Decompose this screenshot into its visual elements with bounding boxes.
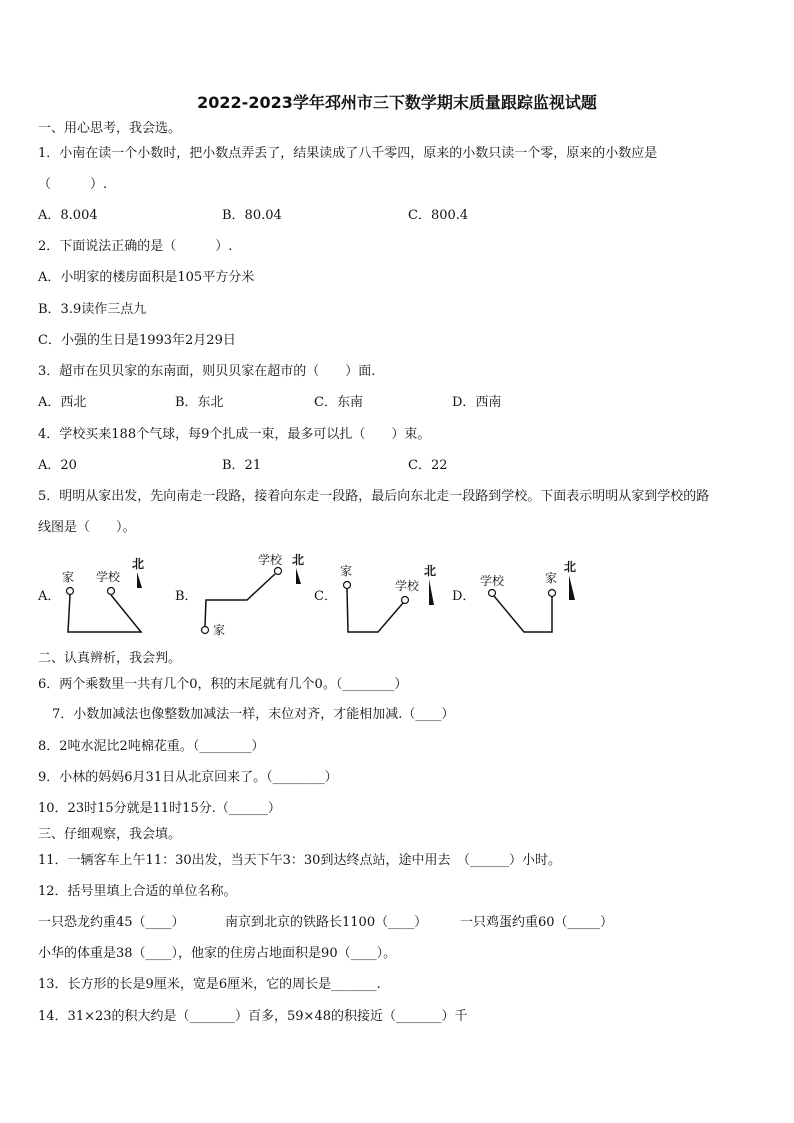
q2-option-a: A．小明家的楼房面积是105平方分米 <box>38 270 255 285</box>
question-3-stem: 3．超市在贝贝家的东南面，则贝贝家在超市的（ ）面. <box>38 364 376 379</box>
q3-option-c: C．东南 <box>314 395 363 410</box>
section-heading-1: 一、用心思考，我会选。 <box>38 121 182 136</box>
a-home-label: 家 <box>62 570 75 584</box>
q3-option-b: B．东北 <box>175 395 224 410</box>
q3-option-d: D．西南 <box>452 395 502 410</box>
q5-option-c: C． <box>314 589 337 604</box>
question-6: 6．两个乘数里一共有几个0，积的末尾就有几个0。（________） <box>38 677 408 692</box>
question-13: 13．长方形的长是9厘米，宽是6厘米，它的周长是_______. <box>38 977 381 992</box>
c-north-arrow-icon <box>429 579 434 605</box>
d-north-label: 北 <box>564 560 577 574</box>
route-diagrams <box>0 548 794 640</box>
q4-option-a: A．20 <box>38 458 77 473</box>
c-school-label: 学校 <box>395 579 420 593</box>
question-10: 10．23时15分就是11时15分.（______） <box>38 801 281 816</box>
q12-row-2: 小华的体重是38（____），他家的住房占地面积是90（____）。 <box>38 946 397 961</box>
c-north-label: 北 <box>424 564 437 578</box>
section-heading-2: 二、认真辨析，我会判。 <box>38 651 182 666</box>
d-north-arrow-icon <box>569 575 575 600</box>
q2-option-b: B．3.9读作三点九 <box>38 302 147 317</box>
question-5-stem: 5．明明从家出发，先向南走一段路，接着向东走一段路，最后向东北走一段路到学校。下面表示明明从家到学校的路 <box>38 489 710 504</box>
q4-option-c: C．22 <box>408 458 448 473</box>
question-14: 14．31×23的积大约是（_______）百多，59×48的积接近（_______）千 <box>38 1009 468 1024</box>
q12-item-1: 一只恐龙约重45（____） <box>38 915 185 930</box>
route-diagram-d <box>480 560 576 632</box>
d-school-label: 学校 <box>480 574 505 588</box>
q1-option-c: C．800.4 <box>408 208 469 223</box>
route-diagram-a <box>62 557 144 632</box>
q1-option-b: B．80.04 <box>222 208 282 223</box>
q4-option-b: B．21 <box>222 458 262 473</box>
b-home-label: 家 <box>213 623 226 637</box>
question-4-stem: 4．学校买来188个气球，每9个扎成一束，最多可以扎（ ）束。 <box>38 427 431 442</box>
q1-option-a: A．8.004 <box>38 208 98 223</box>
question-5-stem-cont: 线图是（ ）。 <box>38 520 136 535</box>
d-home-label: 家 <box>545 571 558 585</box>
question-9: 9．小林的妈妈6月31日从北京回来了。（________） <box>38 770 338 785</box>
q2-option-c: C．小强的生日是1993年2月29日 <box>38 333 236 348</box>
question-1-stem: 1．小南在读一个小数时，把小数点弄丢了，结果读成了八千零四，原来的小数只读一个零，原来的小数应是 <box>38 146 658 161</box>
b-north-arrow-icon <box>296 568 301 584</box>
q5-option-b: B． <box>175 589 198 604</box>
q5-option-a: A． <box>38 589 61 604</box>
q3-option-a: A．西北 <box>38 395 87 410</box>
b-north-label: 北 <box>292 553 305 567</box>
question-12-stem: 12．括号里填上合适的单位名称。 <box>38 884 237 899</box>
page-title: 2022-2023学年邳州市三下数学期末质量跟踪监视试题 <box>197 93 597 112</box>
question-8: 8．2吨水泥比2吨棉花重。（________） <box>38 739 265 754</box>
a-north-label: 北 <box>132 557 145 571</box>
a-school-label: 学校 <box>96 570 121 584</box>
question-11: 11．一辆客车上午11：30出发，当天下午3：30到达终点站，途中用去 （______）小时。 <box>38 853 561 868</box>
question-1-stem-cont: （ ）. <box>38 177 108 192</box>
route-diagram-b <box>202 552 305 637</box>
question-7: 7．小数加减法也像整数加减法一样，末位对齐，才能相加减.（____） <box>52 707 455 722</box>
route-diagram-c <box>340 563 436 632</box>
q5-option-d: D． <box>452 589 476 604</box>
c-home-label: 家 <box>340 564 353 578</box>
question-2-stem: 2．下面说法正确的是（ ）. <box>38 239 233 254</box>
a-north-arrow-icon <box>137 572 142 588</box>
q12-item-3: 一只鸡蛋约重60（_____） <box>460 915 614 930</box>
q12-item-2: 南京到北京的铁路长1100（____） <box>225 915 428 930</box>
b-school-label: 学校 <box>258 553 283 567</box>
section-heading-3: 三、仔细观察，我会填。 <box>38 827 182 842</box>
